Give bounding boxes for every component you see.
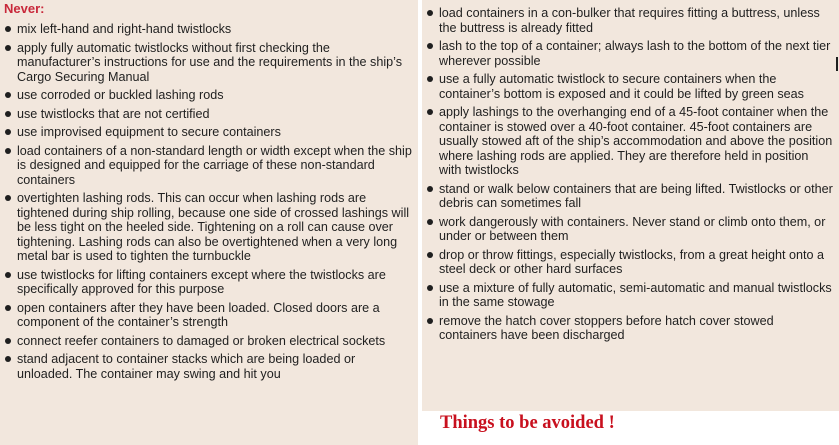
list-item: use corroded or buckled lashing rods xyxy=(0,88,418,103)
list-item: apply lashings to the overhanging end of a 45-foot container when the container is stowed over a 40-foot container. 45-foot containers are usually stowed aft of the ship’s accommodation and above the position where lashing rods are applied. They are therefore held in position with twistlocks xyxy=(422,105,839,178)
list-item: load containers of a non-standard length or width except when the ship is designed and equipped for the carriage of these non-standard containers xyxy=(0,144,418,188)
things-to-be-avoided-caption: Things to be avoided ! xyxy=(440,413,615,433)
right-column xyxy=(422,0,839,411)
edge-mark xyxy=(836,57,838,71)
list-item: remove the hatch cover stoppers before hatch cover stowed containers have been discharged xyxy=(422,314,839,343)
list-item: drop or throw fittings, especially twistlocks, from a great height onto a steel deck or other hard surfaces xyxy=(422,248,839,277)
list-item: mix left-hand and right-hand twistlocks xyxy=(0,22,418,37)
list-item: open containers after they have been loaded. Closed doors are a component of the container’s strength xyxy=(0,301,418,330)
left-list xyxy=(0,18,418,381)
list-item: apply fully automatic twistlocks without first checking the manufacturer’s instructions for use and the requirements in the ship’s Cargo Securing Manual xyxy=(0,41,418,85)
list-item: use twistlocks for lifting containers except where the twistlocks are specifically approved for this purpose xyxy=(0,268,418,297)
list-item: overtighten lashing rods. This can occur when lashing rods are tightened during ship rolling, because one side of crossed lashings will be less tight on the heeled side. Tightening on a roll can cause over tightening. Lashing rods can also be overtightened when a very long metal bar is used to tighten the turnbuckle xyxy=(0,191,418,264)
list-item: stand or walk below containers that are being lifted. Twistlocks or other debris can sometimes fall xyxy=(422,182,839,211)
list-item: work dangerously with containers. Never stand or climb onto them, or under or between them xyxy=(422,215,839,244)
never-heading: Never: xyxy=(4,1,45,16)
left-column xyxy=(0,0,418,445)
list-item: use twistlocks that are not certified xyxy=(0,107,418,122)
list-item: use a mixture of fully automatic, semi-automatic and manual twistlocks in the same stowage xyxy=(422,281,839,310)
list-item: stand adjacent to container stacks which are being loaded or unloaded. The container may swing and hit you xyxy=(0,352,418,381)
list-item: connect reefer containers to damaged or broken electrical sockets xyxy=(0,334,418,349)
list-item: use a fully automatic twistlock to secure containers when the container’s bottom is exposed and it could be lifted by green seas xyxy=(422,72,839,101)
list-item: use improvised equipment to secure containers xyxy=(0,125,418,140)
list-item: lash to the top of a container; always lash to the bottom of the next tier wherever possible xyxy=(422,39,839,68)
right-list xyxy=(422,0,839,343)
list-item: load containers in a con-bulker that requires fitting a buttress, unless the buttress is already fitted xyxy=(422,6,839,35)
